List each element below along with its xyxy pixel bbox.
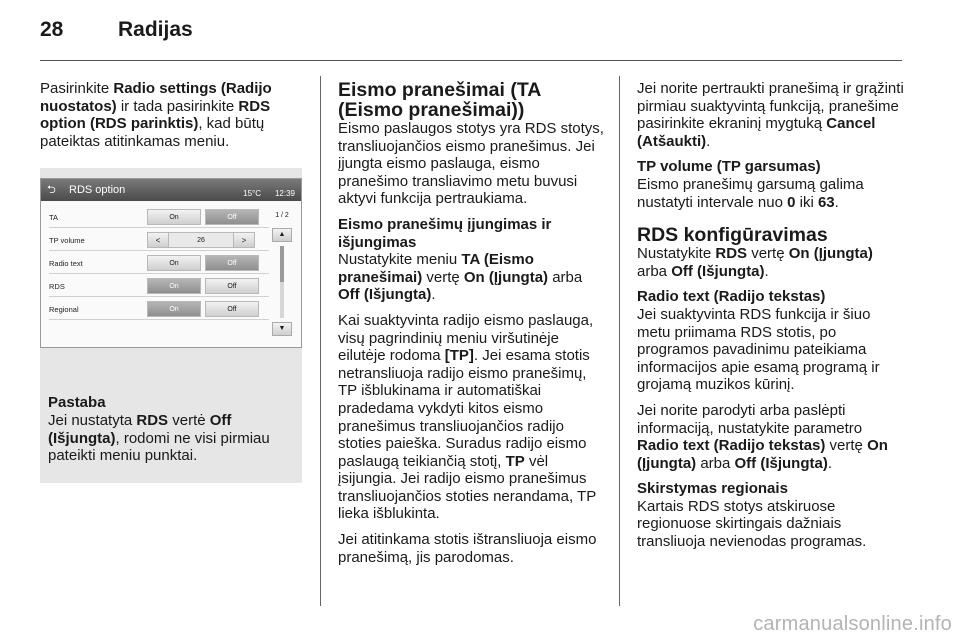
text-run: vertė xyxy=(168,411,210,429)
column-3 xyxy=(637,80,907,559)
text-run: Nustatykite meniu xyxy=(338,251,462,269)
off-button[interactable]: Off xyxy=(205,255,259,271)
option-row xyxy=(49,230,269,251)
text-run: arba xyxy=(696,454,735,472)
option-label: RDS xyxy=(49,281,65,291)
on-button[interactable]: On xyxy=(147,255,201,271)
bold-run: Off (Išjungta) xyxy=(734,454,828,472)
text-run: Jei norite pertraukti pranešimą ir grąžinti pirmiau suaktyvintą funkciją, pranešime pasirinkite ekraninį mygtuką xyxy=(637,80,904,133)
tp-volume-text xyxy=(637,176,907,211)
option-row xyxy=(49,207,269,228)
bold-run: RDS option (RDS parinktis) xyxy=(40,97,271,133)
screen-titlebar xyxy=(41,179,301,201)
bold-run: On (Įjungta) xyxy=(637,437,888,472)
bold-run: TA (Eismo pranešimai) xyxy=(338,251,534,286)
bold-run: TP xyxy=(505,452,525,470)
scrollbar[interactable] xyxy=(271,207,293,343)
tp-volume-subheading: TP volume (TP garsumas) xyxy=(637,158,821,176)
regional-text: Kartais RDS stotys atskiruose regionuose skirtingais dažniais transliuoja nevienodas programas. xyxy=(637,497,867,551)
section-title: Radijas xyxy=(118,18,193,41)
text-run: , rodomi ne visi pirmiau pateikti meniu punktai. xyxy=(48,429,270,465)
radio-text-subheading: Radio text (Radijo tekstas) xyxy=(637,288,826,306)
volume-value: 26 xyxy=(169,232,233,248)
text-run: vertę xyxy=(825,437,868,455)
rds-config-text xyxy=(637,245,907,280)
text-run: . xyxy=(827,454,833,472)
off-button[interactable]: Off xyxy=(205,278,259,294)
text-run: Kai suaktyvinta radijo eismo paslauga, visų pagrindinių meniu viršutinėje eilutėje rodoma xyxy=(338,311,594,365)
option-label: Regional xyxy=(49,304,79,314)
text-run: arba xyxy=(548,268,583,286)
text-run: Nustatykite xyxy=(637,245,716,263)
bold-run: Off (Išjungta) xyxy=(48,411,232,447)
option-label: Radio text xyxy=(49,258,83,268)
screen-title: RDS option xyxy=(69,183,126,196)
option-label: TP volume xyxy=(49,235,85,245)
volume-increase-button[interactable]: > xyxy=(233,232,255,248)
bold-run: 63 xyxy=(817,193,835,211)
toggle-instruction xyxy=(338,251,608,304)
text-run: . xyxy=(431,286,436,304)
on-button[interactable]: On xyxy=(147,278,201,294)
announcement-display: Jei atitinkama stotis ištransliuoja eismo pranešimą, jis parodomas. xyxy=(338,531,597,566)
note-box xyxy=(40,382,302,482)
column-divider xyxy=(619,76,620,606)
clock-readout: 12:39 xyxy=(274,189,295,199)
toggle-subheading: Eismo pranešimų įjungimas ir išjungimas xyxy=(338,215,552,251)
option-row xyxy=(49,276,269,297)
text-run: Eismo pranešimų garsumą galima nustatyti intervale nuo xyxy=(637,175,864,211)
option-rows xyxy=(49,207,269,322)
page-number: 28 xyxy=(40,18,64,41)
volume-decrease-button[interactable]: < xyxy=(147,232,169,248)
text-run: . xyxy=(764,262,769,280)
text-run: vertę xyxy=(747,245,789,263)
scroll-thumb[interactable] xyxy=(280,246,284,282)
radio-text-desc: Jei suaktyvinta RDS funkcija ir šiuo metu priimama RDS stotis, po programos pavadinimu pateikiama informacijos apie esamą programą ir grojamą muzikos kūrinį. xyxy=(637,305,880,394)
bold-run: 0 xyxy=(787,193,796,211)
column-2 xyxy=(338,80,608,574)
page-header xyxy=(40,18,193,50)
traffic-intro: Eismo paslaugos stotys yra RDS stotys, transliuojančios eismo pranešimus. Jei įjungta eismo paslauga, eismo pranešimo transliavimo metu buvusi aktyvi funkcija pertraukiama. xyxy=(338,120,604,208)
text-run: Pasirinkite xyxy=(40,80,114,97)
rds-option-screenshot xyxy=(40,168,302,382)
text-run: ir tada pasirinkite xyxy=(116,97,239,115)
bold-run: Radio settings (Radijo nuostatos) xyxy=(40,80,272,115)
option-row xyxy=(49,253,269,274)
text-run: , kad būtų pateiktas atitinkamas meniu. xyxy=(40,115,265,150)
traffic-announcements-heading: Eismo pranešimai (TA (Eismo pranešimai)) xyxy=(338,79,541,121)
text-run: . xyxy=(706,132,711,150)
text-run: vertę xyxy=(422,268,464,286)
column-1 xyxy=(40,80,310,483)
on-button[interactable]: On xyxy=(147,301,201,317)
bold-run: Off (Išjungta) xyxy=(338,286,432,304)
cancel-instruction xyxy=(637,80,907,150)
radio-text-instruction xyxy=(637,402,907,472)
note-heading: Pastaba xyxy=(48,394,106,412)
bold-run: RDS xyxy=(136,411,169,429)
tp-description xyxy=(338,312,608,523)
bold-run: Off (Išjungta) xyxy=(671,262,765,280)
option-row xyxy=(49,299,269,320)
scroll-up-button[interactable]: ▲ xyxy=(272,228,292,242)
note-text xyxy=(48,412,294,465)
text-run: . Jei esama stotis netransliuoja radijo eismo pranešimų, TP išblukinama ir automatiškai pradedama vykdyti kitos eismo pranešimus transliuojančios radijo stoties paieška. Suradus radijo eismo paslaugą teikiančią stotį, xyxy=(338,347,590,470)
bold-run: [TP] xyxy=(444,347,474,365)
scroll-down-button[interactable]: ▼ xyxy=(272,322,292,336)
watermark: carmanualsonline.info xyxy=(753,613,952,635)
bold-run: RDS xyxy=(715,245,748,263)
off-button[interactable]: Off xyxy=(205,209,259,225)
back-arrow-icon[interactable]: ⮌ xyxy=(47,183,56,196)
text-run: Jei norite parodyti arba paslėpti informaciją, nustatykite parametro xyxy=(637,401,863,437)
bold-run: On (Įjungta) xyxy=(788,245,873,263)
intro-paragraph xyxy=(40,80,310,150)
bold-run: Cancel (Atšaukti) xyxy=(637,115,876,150)
bold-run: Radio text (Radijo tekstas) xyxy=(637,437,826,455)
header-rule xyxy=(40,60,902,61)
rds-config-heading: RDS konfigūravimas xyxy=(637,224,828,247)
text-run: . xyxy=(834,193,839,211)
temperature-readout: 15°C xyxy=(243,189,261,199)
display-screen xyxy=(40,178,302,348)
page-indicator: 1 / 2 xyxy=(275,212,289,220)
text-run: vėl įsijungia. Jei radijo eismo pranešimus transliuojančios stoties nerandama, TP lieka išblukinta. xyxy=(338,452,596,523)
column-divider xyxy=(320,76,321,606)
on-button[interactable]: On xyxy=(147,209,201,225)
bold-run: On (Įjungta) xyxy=(463,268,549,286)
option-label: TA xyxy=(49,212,59,222)
regional-subheading: Skirstymas regionais xyxy=(637,480,788,498)
text-run: arba xyxy=(637,262,672,280)
off-button[interactable]: Off xyxy=(205,301,259,317)
scroll-track[interactable] xyxy=(280,246,284,318)
text-run: Jei nustatyta xyxy=(48,411,137,429)
text-run: iki xyxy=(795,193,818,211)
